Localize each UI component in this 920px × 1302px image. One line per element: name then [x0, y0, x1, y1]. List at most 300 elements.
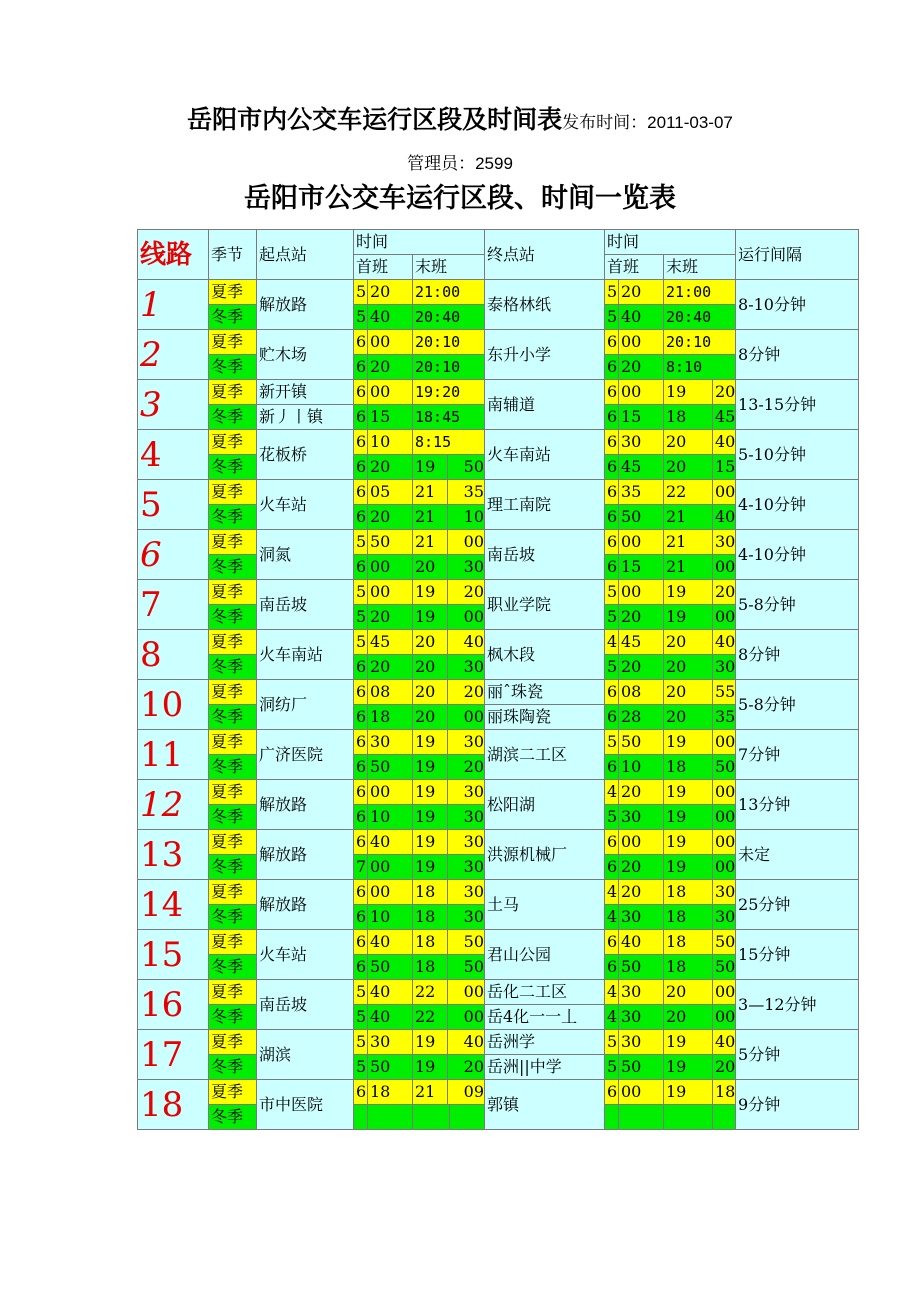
end-first-hour: 6 [605, 430, 619, 455]
start-first-minute: 10 [368, 430, 413, 455]
route-row [138, 530, 859, 555]
start-last-minute: 30 [463, 857, 484, 876]
start-last-split [413, 605, 484, 629]
start-last-time [413, 905, 485, 930]
start-last-time [413, 455, 485, 480]
route-number: 1 [138, 280, 209, 330]
start-first-hour: 5 [354, 305, 368, 330]
start-last-time [413, 805, 485, 830]
start-first-minute: 40 [368, 830, 413, 855]
start-last-split [413, 830, 484, 854]
start-station: 解放路 [257, 830, 354, 880]
season-summer: 夏季 [209, 930, 257, 955]
start-last-split [413, 530, 484, 554]
header-start-last: 末班 [413, 255, 485, 280]
start-first-minute: 30 [368, 730, 413, 755]
start-station: 贮木场 [257, 330, 354, 380]
season-winter: 冬季 [209, 455, 257, 480]
season-summer: 夏季 [209, 680, 257, 705]
end-last-minute: 30 [713, 905, 736, 930]
route-row [138, 780, 859, 805]
end-station: 君山公园 [485, 930, 605, 980]
end-last-hour: 22 [664, 480, 713, 505]
season-winter: 冬季 [209, 555, 257, 580]
start-first-hour: 6 [354, 880, 368, 905]
start-last-split [413, 680, 484, 704]
start-last-minute: 20 [463, 1057, 484, 1076]
start-last-hour: 19 [413, 855, 448, 879]
start-last-time [413, 1005, 485, 1030]
end-last-minute: 00 [713, 480, 736, 505]
end-first-minute: 00 [619, 1080, 664, 1105]
end-station: 土马 [485, 880, 605, 930]
start-first-minute: 05 [368, 480, 413, 505]
season-winter: 冬季 [209, 1005, 257, 1030]
start-last-minute: 00 [463, 532, 484, 551]
start-last-time [413, 1055, 485, 1080]
season-summer: 夏季 [209, 380, 257, 405]
start-last-minute: 40 [463, 1032, 484, 1051]
end-first-minute: 30 [619, 905, 664, 930]
start-first-hour: 7 [354, 855, 368, 880]
end-station: 东升小学 [485, 330, 605, 380]
start-first-hour: 6 [354, 705, 368, 730]
route-number: 3 [138, 380, 209, 430]
route-row [138, 730, 859, 755]
end-first-hour: 4 [605, 780, 619, 805]
start-first-hour: 6 [354, 730, 368, 755]
end-last-time: 21:00 [664, 280, 736, 305]
route-number: 7 [138, 580, 209, 630]
interval: 25分钟 [736, 880, 859, 930]
start-last-split [413, 1105, 484, 1129]
start-station: 南岳坡 [257, 980, 354, 1030]
end-station: 郭镇 [485, 1080, 605, 1130]
start-first-hour: 6 [354, 355, 368, 380]
start-last-minute: 09 [463, 1082, 484, 1101]
end-first-hour [605, 1105, 619, 1130]
end-last-time: 20:10 [664, 330, 736, 355]
season-winter: 冬季 [209, 955, 257, 980]
start-last-hour: 19 [413, 1030, 448, 1054]
season-summer: 夏季 [209, 630, 257, 655]
header-row [138, 230, 859, 255]
end-first-hour: 6 [605, 455, 619, 480]
start-last-time: 18:45 [413, 405, 485, 430]
start-station: 洞氮 [257, 530, 354, 580]
start-last-minute: 50 [463, 932, 484, 951]
start-last-time [413, 855, 485, 880]
end-station: 岳洲||中学 [485, 1055, 605, 1080]
end-first-minute: 20 [619, 280, 664, 305]
season-winter: 冬季 [209, 505, 257, 530]
start-last-minute: 30 [463, 557, 484, 576]
publish-date: 2011-03-07 [647, 113, 733, 132]
schedule-table-wrap [137, 229, 858, 1126]
start-last-time [413, 655, 485, 680]
start-last-split [413, 955, 484, 979]
end-last-hour: 20 [664, 1005, 713, 1030]
end-first-minute: 20 [619, 355, 664, 380]
start-station: 解放路 [257, 780, 354, 830]
end-first-hour: 6 [605, 705, 619, 730]
end-last-minute: 00 [713, 780, 736, 805]
start-last-time [413, 1080, 485, 1105]
start-last-hour: 22 [413, 1005, 448, 1029]
schedule-table [137, 229, 859, 1130]
start-first-minute: 20 [368, 455, 413, 480]
end-last-minute [713, 1105, 736, 1130]
end-last-hour: 18 [664, 930, 713, 955]
end-last-minute: 50 [713, 755, 736, 780]
start-last-split [413, 505, 484, 529]
start-first-hour: 6 [354, 955, 368, 980]
end-first-hour: 6 [605, 955, 619, 980]
header-start-time: 时间 [354, 230, 485, 255]
route-number: 4 [138, 430, 209, 480]
route-row [138, 680, 859, 705]
start-first-minute: 20 [368, 505, 413, 530]
start-last-time [413, 830, 485, 855]
end-first-hour: 6 [605, 355, 619, 380]
end-first-hour: 4 [605, 630, 619, 655]
start-last-split [413, 480, 484, 504]
end-last-minute: 00 [713, 855, 736, 880]
start-first-hour: 6 [354, 455, 368, 480]
start-last-time [413, 730, 485, 755]
route-number: 16 [138, 980, 209, 1030]
start-last-time [413, 480, 485, 505]
start-first-hour: 6 [354, 1080, 368, 1105]
start-first-hour: 6 [354, 655, 368, 680]
route-row [138, 330, 859, 355]
start-first-minute: 50 [368, 755, 413, 780]
end-last-hour: 18 [664, 955, 713, 980]
route-row [138, 580, 859, 605]
interval: 8-10分钟 [736, 280, 859, 330]
start-last-split [413, 730, 484, 754]
end-first-minute: 00 [619, 580, 664, 605]
route-row [138, 930, 859, 955]
end-last-hour: 19 [664, 1030, 713, 1055]
end-first-hour: 4 [605, 880, 619, 905]
route-number: 14 [138, 880, 209, 930]
end-last-hour: 20 [664, 705, 713, 730]
end-first-minute: 15 [619, 555, 664, 580]
end-last-hour: 18 [664, 755, 713, 780]
route-number: 8 [138, 630, 209, 680]
admin-id: 2599 [475, 154, 513, 173]
start-first-hour: 5 [354, 980, 368, 1005]
end-first-hour: 6 [605, 530, 619, 555]
start-first-minute: 50 [368, 955, 413, 980]
end-first-minute: 40 [619, 930, 664, 955]
start-first-minute: 20 [368, 280, 413, 305]
interval: 9分钟 [736, 1080, 859, 1130]
start-last-hour: 20 [413, 655, 448, 679]
start-first-hour: 6 [354, 405, 368, 430]
start-first-hour: 6 [354, 755, 368, 780]
admin-line [0, 149, 920, 174]
start-last-minute: 30 [463, 832, 484, 851]
season-summer: 夏季 [209, 480, 257, 505]
start-first-minute: 08 [368, 680, 413, 705]
end-last-hour: 19 [664, 855, 713, 880]
end-first-hour: 6 [605, 505, 619, 530]
start-first-minute: 30 [368, 1030, 413, 1055]
start-first-hour: 6 [354, 505, 368, 530]
end-last-hour: 19 [664, 605, 713, 630]
start-last-minute: 30 [463, 807, 484, 826]
end-first-minute: 50 [619, 1055, 664, 1080]
start-station: 解放路 [257, 880, 354, 930]
start-last-time [413, 605, 485, 630]
start-last-split [413, 455, 484, 479]
start-station: 南岳坡 [257, 580, 354, 630]
end-last-hour: 20 [664, 655, 713, 680]
start-last-minute: 10 [463, 507, 484, 526]
start-station: 湖滨 [257, 1030, 354, 1080]
end-last-hour: 19 [664, 780, 713, 805]
route-row [138, 1030, 859, 1055]
start-first-hour: 6 [354, 330, 368, 355]
start-first-minute: 20 [368, 605, 413, 630]
end-last-minute: 40 [713, 1030, 736, 1055]
start-last-hour: 19 [413, 605, 448, 629]
start-station: 新开镇 [257, 380, 354, 405]
interval: 5-8分钟 [736, 680, 859, 730]
end-first-minute: 30 [619, 805, 664, 830]
start-last-hour: 21 [413, 1080, 448, 1104]
start-last-minute: 00 [463, 707, 484, 726]
end-last-minute: 50 [713, 955, 736, 980]
season-summer: 夏季 [209, 830, 257, 855]
start-last-hour: 19 [413, 780, 448, 804]
start-first-hour: 5 [354, 1055, 368, 1080]
route-number: 5 [138, 480, 209, 530]
start-station: 火车站 [257, 930, 354, 980]
season-summer: 夏季 [209, 330, 257, 355]
start-last-time [413, 955, 485, 980]
end-first-hour: 5 [605, 805, 619, 830]
end-last-minute: 30 [713, 880, 736, 905]
end-last-hour: 19 [664, 1055, 713, 1080]
start-last-hour: 20 [413, 630, 448, 654]
start-last-split [413, 1055, 484, 1079]
start-last-time [413, 880, 485, 905]
interval: 3—12分钟 [736, 980, 859, 1030]
end-station: 理工南院 [485, 480, 605, 530]
season-winter: 冬季 [209, 755, 257, 780]
start-first-minute: 40 [368, 1005, 413, 1030]
start-first-minute: 40 [368, 930, 413, 955]
end-last-minute: 20 [713, 380, 736, 405]
interval: 4-10分钟 [736, 530, 859, 580]
start-last-minute: 35 [463, 482, 484, 501]
start-last-minute: 30 [463, 907, 484, 926]
end-first-hour: 6 [605, 680, 619, 705]
end-last-time: 20:40 [664, 305, 736, 330]
start-last-split [413, 705, 484, 729]
season-summer: 夏季 [209, 730, 257, 755]
end-first-hour: 5 [605, 580, 619, 605]
season-winter: 冬季 [209, 655, 257, 680]
end-last-hour: 19 [664, 1080, 713, 1105]
route-number: 13 [138, 830, 209, 880]
end-first-hour: 5 [605, 305, 619, 330]
end-last-minute: 00 [713, 980, 736, 1005]
end-first-minute: 20 [619, 780, 664, 805]
end-first-hour: 4 [605, 1005, 619, 1030]
route-number: 12 [138, 780, 209, 830]
end-last-minute: 15 [713, 455, 736, 480]
start-last-minute: 30 [463, 657, 484, 676]
season-summer: 夏季 [209, 980, 257, 1005]
start-last-split [413, 880, 484, 904]
end-last-hour: 18 [664, 905, 713, 930]
start-station: 洞纺厂 [257, 680, 354, 730]
start-last-time [413, 930, 485, 955]
route-row [138, 480, 859, 505]
start-last-minute: 40 [463, 632, 484, 651]
end-station: 职业学院 [485, 580, 605, 630]
start-last-minute: 20 [463, 582, 484, 601]
season-winter: 冬季 [209, 305, 257, 330]
season-winter: 冬季 [209, 1105, 257, 1130]
interval: 13分钟 [736, 780, 859, 830]
start-first-minute: 10 [368, 905, 413, 930]
end-last-hour: 19 [664, 380, 713, 405]
season-summer: 夏季 [209, 780, 257, 805]
start-last-time [413, 555, 485, 580]
start-last-minute: 50 [463, 957, 484, 976]
start-last-minute: 00 [463, 1007, 484, 1026]
admin-label: 管理员： [407, 154, 476, 174]
end-last-minute: 30 [713, 530, 736, 555]
end-last-minute: 00 [713, 1005, 736, 1030]
start-last-minute: 30 [463, 732, 484, 751]
start-last-minute: 50 [463, 457, 484, 476]
route-row [138, 980, 859, 1005]
start-first-hour: 6 [354, 480, 368, 505]
end-station: 丽ˆ珠瓷 [485, 680, 605, 705]
end-last-time: 8:10 [664, 355, 736, 380]
start-last-minute: 20 [463, 757, 484, 776]
start-last-hour: 22 [413, 980, 448, 1004]
start-last-split [413, 1005, 484, 1029]
end-first-minute: 30 [619, 430, 664, 455]
end-first-hour: 4 [605, 980, 619, 1005]
start-first-minute: 18 [368, 1080, 413, 1105]
end-first-minute: 00 [619, 830, 664, 855]
end-first-minute: 08 [619, 680, 664, 705]
start-last-time [413, 1105, 485, 1130]
route-row [138, 630, 859, 655]
header-end: 终点站 [485, 230, 605, 280]
start-last-hour: 18 [413, 905, 448, 929]
start-last-hour [413, 1105, 450, 1129]
start-first-hour: 6 [354, 430, 368, 455]
start-first-minute: 50 [368, 530, 413, 555]
interval: 7分钟 [736, 730, 859, 780]
interval: 5-8分钟 [736, 580, 859, 630]
route-row [138, 830, 859, 855]
start-last-minute [450, 1105, 466, 1129]
end-first-minute: 35 [619, 480, 664, 505]
season-summer: 夏季 [209, 580, 257, 605]
end-first-minute: 00 [619, 380, 664, 405]
start-first-hour: 5 [354, 530, 368, 555]
start-first-hour: 5 [354, 605, 368, 630]
route-row [138, 280, 859, 305]
end-last-hour: 21 [664, 505, 713, 530]
start-last-time [413, 630, 485, 655]
start-first-hour: 6 [354, 805, 368, 830]
start-last-time [413, 755, 485, 780]
start-first-minute: 18 [368, 705, 413, 730]
publish-label: 发布时间： [562, 113, 648, 133]
start-last-hour: 18 [413, 930, 448, 954]
end-last-minute: 30 [713, 655, 736, 680]
end-last-hour: 20 [664, 630, 713, 655]
start-last-time: 20:10 [413, 355, 485, 380]
end-last-minute: 20 [713, 1055, 736, 1080]
end-first-minute: 28 [619, 705, 664, 730]
start-station: 火车南站 [257, 630, 354, 680]
end-station: 南辅道 [485, 380, 605, 430]
start-last-split [413, 755, 484, 779]
end-last-minute: 40 [713, 630, 736, 655]
start-station: 广济医院 [257, 730, 354, 780]
end-first-hour: 5 [605, 1030, 619, 1055]
end-station: 湖滨二工区 [485, 730, 605, 780]
end-last-hour: 18 [664, 405, 713, 430]
interval: 13-15分钟 [736, 380, 859, 430]
end-first-minute: 20 [619, 855, 664, 880]
season-summer: 夏季 [209, 1080, 257, 1105]
start-last-split [413, 655, 484, 679]
end-first-minute: 00 [619, 330, 664, 355]
end-last-hour: 19 [664, 830, 713, 855]
end-last-minute: 18 [713, 1080, 736, 1105]
header-end-last: 末班 [664, 255, 736, 280]
end-first-hour: 6 [605, 755, 619, 780]
start-first-minute: 40 [368, 305, 413, 330]
season-winter: 冬季 [209, 1055, 257, 1080]
start-last-time [413, 680, 485, 705]
start-last-hour: 19 [413, 455, 448, 479]
route-number: 6 [138, 530, 209, 580]
end-first-hour: 6 [605, 405, 619, 430]
end-last-minute: 40 [713, 505, 736, 530]
end-last-hour: 18 [664, 880, 713, 905]
start-last-time: 20:40 [413, 305, 485, 330]
interval: 5-10分钟 [736, 430, 859, 480]
start-last-minute: 30 [463, 782, 484, 801]
end-first-minute: 45 [619, 455, 664, 480]
start-last-split [413, 555, 484, 579]
start-last-hour: 19 [413, 730, 448, 754]
end-station: 岳洲学 [485, 1030, 605, 1055]
start-first-hour: 6 [354, 780, 368, 805]
end-last-minute: 20 [713, 580, 736, 605]
header-end-first: 首班 [605, 255, 664, 280]
start-last-hour: 20 [413, 680, 448, 704]
route-number: 11 [138, 730, 209, 780]
end-last-minute: 40 [713, 430, 736, 455]
start-last-hour: 19 [413, 805, 448, 829]
season-summer: 夏季 [209, 280, 257, 305]
